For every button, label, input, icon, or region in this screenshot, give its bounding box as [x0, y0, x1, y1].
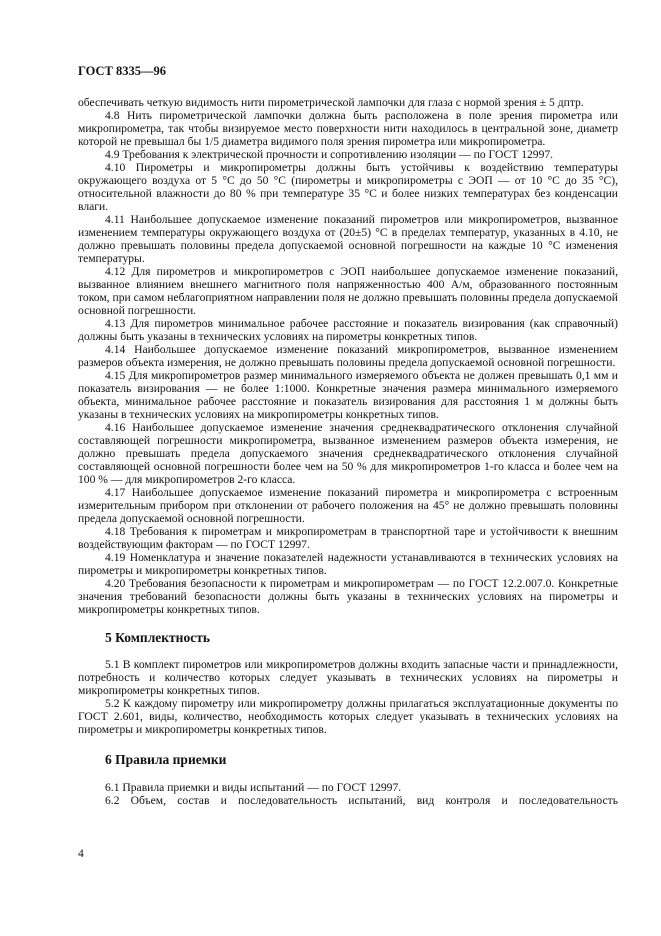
paragraph-4-14: 4.14 Наибольшее допускаемое изменение показаний микропирометров, вызванное изменением размеров объекта измерения, не должно превышать половины предела допускаемой основной погрешности. — [78, 343, 618, 369]
paragraph-4-11: 4.11 Наибольшее допускаемое изменение показаний пирометров или микропирометров, вызванное изменением температуры окружающего воздуха от (20±5) °С в пределах температур, указанных в 4.10, не должно превышать половины предела допускаемой основной погрешности на каждые 10 °С изменения температуры. — [78, 213, 618, 265]
paragraph-4-13: 4.13 Для пирометров минимальное рабочее расстояние и показатель визирования (как справочный) должны быть указаны в технических условиях на пирометры конкретных типов. — [78, 317, 618, 343]
paragraph-continuation: обеспечивать четкую видимость нити пирометрической лампочки для глаза с нормой зрения ± 5 дптр. — [78, 96, 584, 109]
section-6-heading: 6 Правила приемки — [105, 752, 227, 767]
paragraph-6-1: 6.1 Правила приемки и виды испытаний — по ГОСТ 12997. — [105, 781, 402, 794]
document-body — [78, 96, 618, 807]
paragraph-4-9: 4.9 Требования к электрической прочности и сопротивлению изоляции — по ГОСТ 12997. — [105, 148, 554, 161]
paragraph-4-18: 4.18 Требования к пирометрам и микропирометрам в транспортной таре и устойчивости к внешним воздействующим факторам — по ГОСТ 12997. — [78, 525, 618, 551]
paragraph-4-16: 4.16 Наибольшее допускаемое изменение значения среднеквадратического отклонения случайной составляющей погрешности микропирометра, вызванное изменением размеров объекта измерения, не должно превышать предела допускаемого значения среднеквадратического отклонения случайной составляющей основной погрешности более чем на 50 % для микропирометров 1-го класса и более чем на 100 % — для микропирометров 2-го класса. — [78, 421, 618, 486]
paragraph-4-12: 4.12 Для пирометров и микропирометров с ЭОП наибольшее допускаемое изменение показаний, вызванное влиянием внешнего магнитного поля напряженностью 400 А/м, образованного постоянным током, при самом неблагоприятном направлении поля не должно превышать половины предела допускаемой основной погрешности. — [78, 265, 618, 317]
paragraph-4-8: 4.8 Нить пирометрической лампочки должна быть расположена в поле зрения пирометра или микропирометра, так чтобы визируемое место поверхности нити находилось в центральной зоне, диаметр которой не превышал бы 1/5 диаметра видимого поля зрения пирометра или микропирометра. — [78, 109, 618, 148]
document-header: ГОСТ 8335—96 — [78, 64, 167, 78]
paragraph-6-2: 6.2 Объем, состав и последовательность испытаний, вид контроля и последовательность — [105, 794, 618, 807]
paragraph-4-20: 4.20 Требования безопасности к пирометрам и микропирометрам — по ГОСТ 12.2.007.0. Конкретные значения требований безопасности должны быть указаны в технических условиях на пирометры и микропирометры конкретных типов. — [78, 577, 618, 616]
paragraph-4-17: 4.17 Наибольшее допускаемое изменение показаний пирометра и микропирометра с встроенным измерительным прибором при отклонении от рабочего положения на 45° не должно превышать половины предела допускаемой основной погрешности. — [78, 486, 618, 525]
page-number: 4 — [78, 847, 84, 860]
section-5-heading: 5 Комплектность — [105, 630, 210, 645]
paragraph-5-2: 5.2 К каждому пирометру или микропирометру должны прилагаться эксплуатационные документы по ГОСТ 2.601, виды, количество, необходимость которых следует указывать в технических условиях на пирометры и микропирометры конкретных типов. — [78, 697, 618, 736]
paragraph-4-10: 4.10 Пирометры и микропирометры должны быть устойчивы к воздействию температуры окружающего воздуха от 5 °С до 50 °С (пирометры и микропирометры с ЭОП — от 10 °С до 35 °С), относительной влажности до 80 % при температуре 35 °С и более низких температурах без конденсации влаги. — [78, 161, 618, 213]
paragraph-4-19: 4.19 Номенклатура и значение показателей надежности устанавливаются в технических условиях на пирометры и микропирометры конкретных типов. — [78, 551, 618, 577]
paragraph-4-15: 4.15 Для микропирометров размер минимального измеряемого объекта не должен превышать 0,1 мм и показатель визирования — не более 1:1000. Конкретные значения размера минимального измеряемого объекта, минимальное рабочее расстояние и показатель визирования для расстояния 1 м должны быть указаны в технических условиях на микропирометры конкретных типов. — [78, 369, 618, 421]
paragraph-5-1: 5.1 В комплект пирометров или микропирометров должны входить запасные части и принадлежности, потребность и количество которых следует указывать в технических условиях на пирометры и микропирометры конкретных типов. — [78, 658, 618, 697]
